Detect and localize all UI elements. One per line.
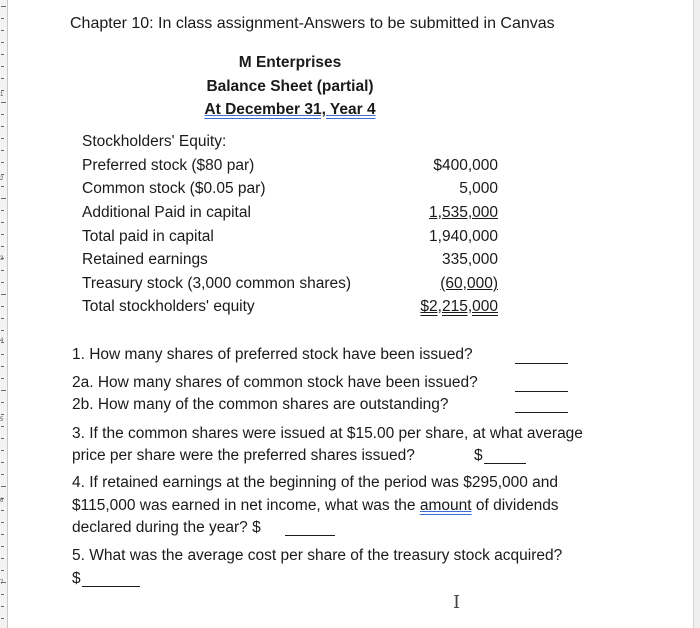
question-4-line2 [72, 497, 559, 515]
ruler-number: 1 [0, 92, 4, 98]
row-label-common: Common stock ($0.05 par) [82, 180, 266, 197]
row-value-treasury-text: (60,000) [440, 275, 498, 292]
row-value-treasury [380, 275, 498, 293]
question-5-line1: 5. What was the average cost per share of the treasury stock acquired? [72, 547, 563, 564]
ruler-number: 2 [0, 176, 4, 182]
question-4-line3: declared during the year? $ [72, 519, 261, 536]
company-name: M Enterprises [238, 54, 342, 71]
row-value-apic [380, 204, 498, 222]
text-cursor-icon: I [453, 592, 461, 613]
row-label-treasury: Treasury stock (3,000 common shares) [82, 275, 352, 292]
page-title: Chapter 10: In class assignment-Answers to be submitted in Canvas [70, 15, 555, 32]
row-value-retained: 335,000 [441, 251, 498, 268]
ruler-number: 7 [0, 580, 4, 586]
row-value-total-paid: 1,940,000 [429, 228, 498, 245]
answer-blank-4[interactable] [285, 535, 335, 536]
question-4-line2-c: of dividends [471, 497, 559, 514]
ruler-number: 5 [0, 417, 4, 423]
row-label-total-equity: Total stockholders' equity [82, 298, 255, 315]
question-4-amount-word: amount [419, 497, 472, 514]
answer-blank-1[interactable] [515, 363, 568, 364]
question-3-line2: price per share were the preferred shares issued? [72, 447, 415, 464]
statement-date [0, 101, 580, 119]
question-1: 1. How many shares of preferred stock have been issued? [72, 346, 473, 363]
row-value-apic-text: 1,535,000 [429, 204, 498, 221]
answer-blank-2b[interactable] [515, 412, 568, 413]
row-value-total-equity [380, 298, 498, 316]
row-label-apic: Additional Paid in capital [82, 204, 251, 221]
question-2b: 2b. How many of the common shares are outstanding? [72, 396, 449, 413]
equity-heading: Stockholders' Equity: [82, 133, 227, 150]
question-2a: 2a. How many shares of common stock have been issued? [72, 374, 478, 391]
statement-name: Balance Sheet (partial) [206, 78, 374, 95]
answer-blank-3[interactable] [484, 463, 526, 464]
answer-blank-5[interactable] [82, 586, 140, 587]
answer-blank-2a[interactable] [515, 391, 568, 392]
question-4-line1: 4. If retained earnings at the beginning of the period was $295,000 and [72, 474, 559, 491]
row-label-preferred: Preferred stock ($80 par) [82, 157, 255, 174]
ruler-number: 4 [0, 338, 4, 344]
question-5-dollar: $ [72, 570, 81, 587]
row-value-preferred: $400,000 [433, 157, 498, 174]
question-3-dollar: $ [474, 447, 483, 464]
row-value-total-equity-text: $2,215,000 [420, 298, 498, 315]
statement-date-text: At December 31, Year 4 [204, 101, 376, 118]
row-label-total-paid: Total paid in capital [82, 228, 214, 245]
row-label-retained: Retained earnings [82, 251, 208, 268]
row-value-common: 5,000 [459, 180, 498, 197]
question-4-line2-a: $115,000 was earned in net income, what was the [72, 497, 420, 514]
question-3-line1: 3. If the common shares were issued at $15.00 per share, at what average [72, 425, 583, 442]
ruler-number: 3 [0, 256, 4, 262]
ruler-number: 6 [0, 498, 4, 504]
